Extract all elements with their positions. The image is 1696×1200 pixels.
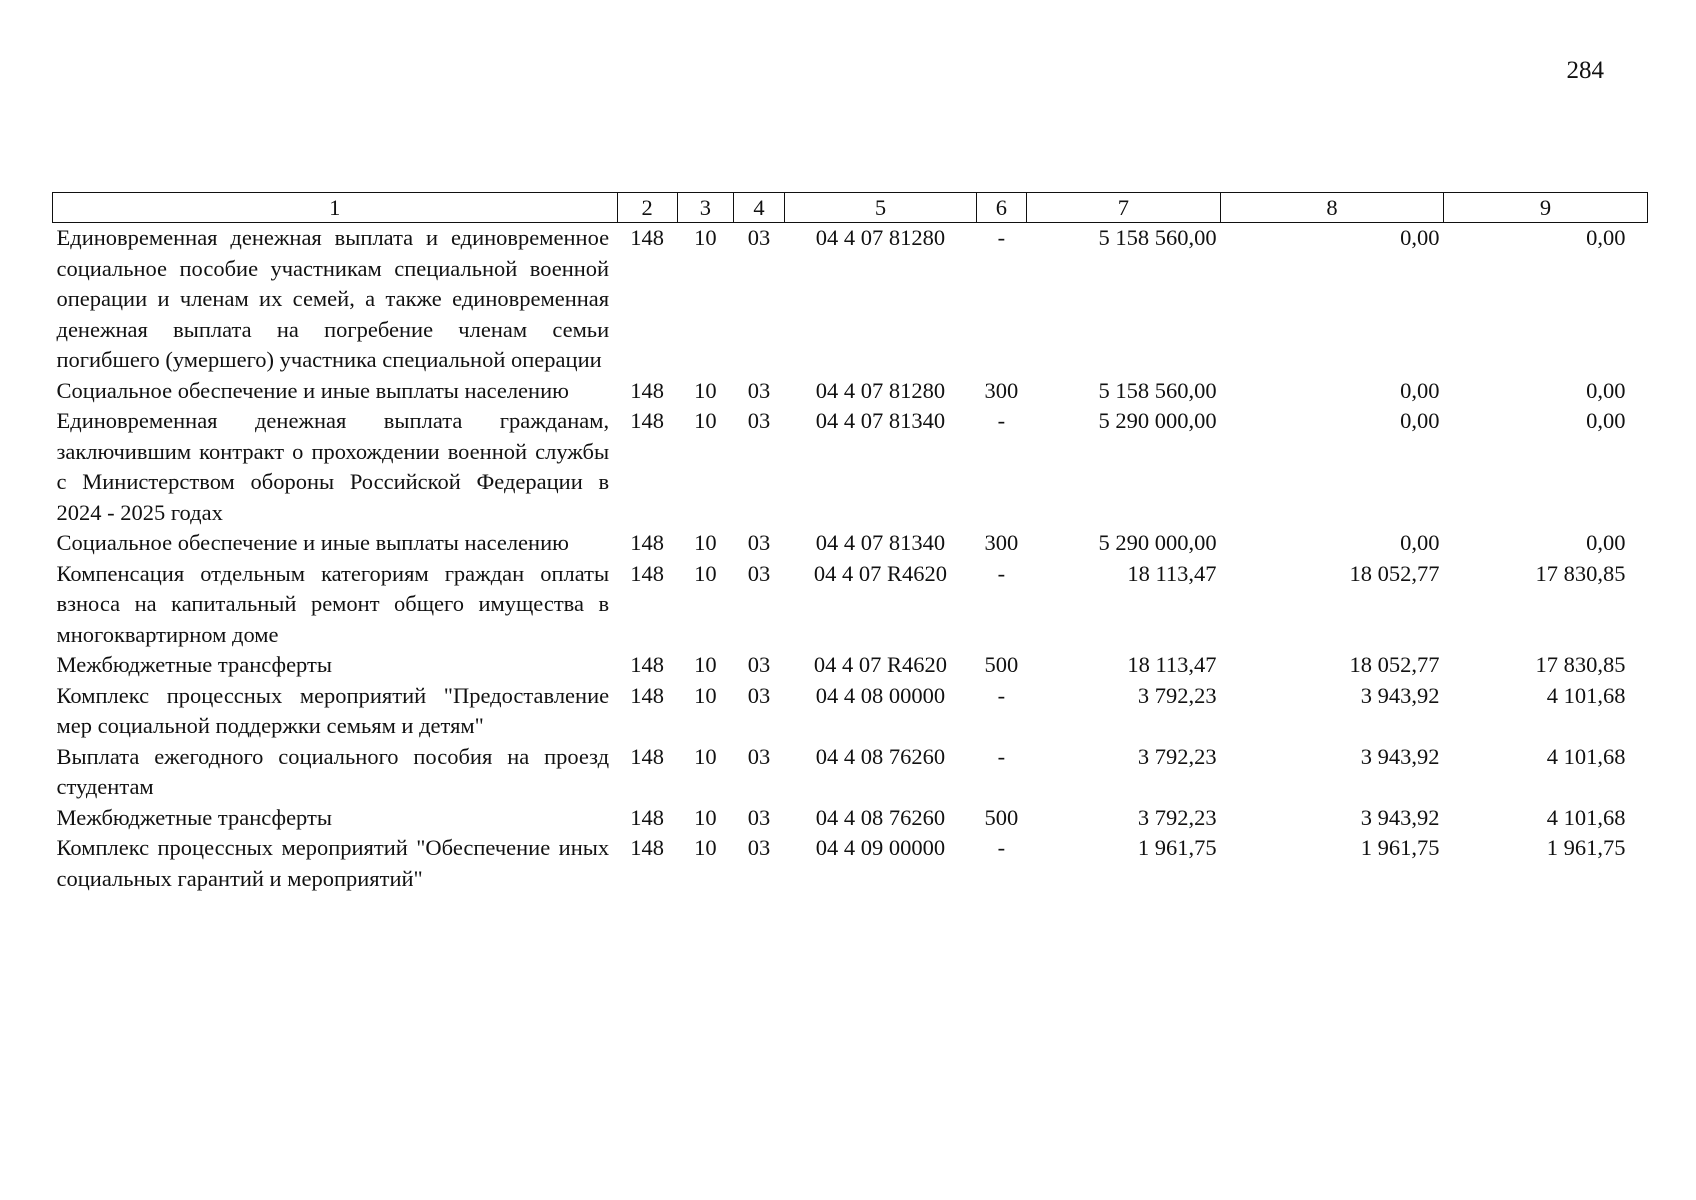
row-col-9: 4 101,68 — [1546, 743, 1626, 769]
row-description: Социальное обеспечение и иные выплаты населению — [56, 377, 569, 403]
page-number: 284 — [1566, 57, 1604, 84]
row-col-7: 5 158 560,00 — [1098, 377, 1217, 403]
column-header-8: 8 — [1221, 193, 1444, 223]
row-col-3: 10 — [694, 652, 717, 677]
row-col-2: 148 — [630, 530, 664, 555]
row-col-7: 18 113,47 — [1127, 652, 1217, 677]
row-col-9: 4 101,68 — [1546, 804, 1626, 830]
row-description: Единовременная денежная выплата гражданам, заключившим контракт о прохождении военной службы с Министерством обороны Российской Федерации в 2024 - 2025 годах — [56, 408, 610, 525]
row-col-8: 3 943,92 — [1360, 743, 1440, 769]
row-col-6: - — [997, 560, 1006, 586]
row-description: Межбюджетные трансферты — [56, 652, 332, 677]
row-col-4: 03 — [747, 743, 771, 769]
row-col-4: 03 — [747, 835, 771, 860]
row-col-4: 03 — [747, 530, 771, 555]
row-col-4: 03 — [747, 408, 771, 433]
row-col-5: 04 4 07 R4620 — [813, 652, 948, 677]
row-col-9: 0,00 — [1586, 377, 1626, 403]
row-col-5: 04 4 08 76260 — [815, 743, 946, 769]
row-col-3: 10 — [694, 835, 717, 860]
table-header — [53, 193, 1648, 223]
column-header-2: 2 — [617, 193, 677, 223]
row-col-2: 148 — [630, 835, 664, 860]
row-col-3: 10 — [694, 408, 717, 433]
row-col-8: 0,00 — [1400, 377, 1440, 403]
row-col-4: 03 — [747, 804, 771, 830]
row-col-9: 17 830,85 — [1535, 652, 1626, 677]
row-col-8: 0,00 — [1400, 408, 1440, 433]
row-col-6: - — [997, 835, 1006, 860]
row-col-9: 4 101,68 — [1546, 682, 1626, 708]
row-col-4: 03 — [747, 377, 771, 403]
row-col-5: 04 4 09 00000 — [815, 835, 946, 860]
row-col-5: 04 4 07 R4620 — [813, 560, 948, 586]
column-header-3: 3 — [677, 193, 734, 223]
row-col-6: 300 — [984, 530, 1019, 555]
column-header-7: 7 — [1026, 193, 1221, 223]
row-col-8: 18 052,77 — [1349, 560, 1440, 586]
row-col-2: 148 — [630, 377, 664, 403]
row-col-4: 03 — [747, 560, 771, 586]
row-col-7: 5 290 000,00 — [1098, 530, 1217, 555]
table-row — [53, 223, 1648, 376]
row-col-6: - — [997, 743, 1006, 769]
table-row — [53, 376, 1648, 407]
row-col-8: 0,00 — [1400, 530, 1440, 555]
row-col-9: 1 961,75 — [1546, 835, 1626, 860]
row-col-3: 10 — [694, 682, 717, 708]
row-col-4: 03 — [747, 682, 771, 708]
row-col-6: 500 — [984, 804, 1019, 830]
row-col-5: 04 4 08 00000 — [815, 682, 946, 708]
table-row — [53, 559, 1648, 651]
column-header-6: 6 — [977, 193, 1026, 223]
row-col-6: - — [997, 408, 1006, 433]
row-col-7: 1 961,75 — [1137, 835, 1217, 860]
row-col-8: 1 961,75 — [1360, 835, 1440, 860]
row-col-3: 10 — [694, 560, 717, 586]
row-col-7: 18 113,47 — [1127, 560, 1217, 586]
row-col-4: 03 — [747, 225, 771, 250]
row-col-8: 3 943,92 — [1360, 682, 1440, 708]
row-col-5: 04 4 07 81340 — [815, 408, 946, 433]
budget-table — [52, 192, 1648, 894]
table-row — [53, 650, 1648, 681]
row-col-9: 0,00 — [1586, 408, 1626, 433]
column-header-9: 9 — [1443, 193, 1647, 223]
row-col-2: 148 — [630, 225, 664, 250]
row-col-2: 148 — [630, 560, 664, 586]
row-col-3: 10 — [694, 377, 717, 403]
row-col-8: 3 943,92 — [1360, 804, 1440, 830]
table-row — [53, 742, 1648, 803]
row-description: Компенсация отдельным категориям граждан оплаты взноса на капитальный ремонт общего имущества в многоквартирном доме — [56, 560, 610, 647]
row-col-9: 0,00 — [1586, 530, 1626, 555]
header-row — [53, 193, 1648, 223]
row-col-3: 10 — [694, 530, 717, 555]
row-col-2: 148 — [630, 408, 664, 433]
row-col-7: 5 290 000,00 — [1098, 408, 1217, 433]
row-col-2: 148 — [630, 682, 664, 708]
row-col-7: 3 792,23 — [1137, 682, 1217, 708]
row-col-6: - — [997, 225, 1006, 250]
row-col-9: 17 830,85 — [1535, 560, 1626, 586]
row-description: Социальное обеспечение и иные выплаты населению — [56, 530, 569, 555]
row-description: Комплекс процессных мероприятий "Предоставление мер социальной поддержки семьям и детям" — [56, 682, 610, 738]
row-col-8: 18 052,77 — [1349, 652, 1440, 677]
row-col-9: 0,00 — [1586, 225, 1626, 250]
row-col-2: 148 — [630, 743, 664, 769]
column-header-5: 5 — [784, 193, 976, 223]
row-col-3: 10 — [694, 804, 717, 830]
row-description: Выплата ежегодного социального пособия на проезд студентам — [56, 743, 610, 799]
table-row — [53, 528, 1648, 559]
row-col-4: 03 — [747, 652, 771, 677]
row-col-6: - — [997, 682, 1006, 708]
table-row — [53, 681, 1648, 742]
row-col-7: 3 792,23 — [1137, 804, 1217, 830]
table-row — [53, 803, 1648, 834]
table-row — [53, 406, 1648, 528]
table-row — [53, 833, 1648, 894]
row-col-3: 10 — [694, 743, 717, 769]
row-col-5: 04 4 08 76260 — [815, 804, 946, 830]
row-col-5: 04 4 07 81340 — [815, 530, 946, 555]
row-col-2: 148 — [630, 804, 664, 830]
column-header-1: 1 — [53, 193, 618, 223]
row-col-7: 3 792,23 — [1137, 743, 1217, 769]
row-col-3: 10 — [694, 225, 717, 250]
row-col-5: 04 4 07 81280 — [815, 377, 946, 403]
row-col-6: 500 — [984, 652, 1019, 677]
row-col-7: 5 158 560,00 — [1098, 225, 1217, 250]
row-col-6: 300 — [984, 377, 1019, 403]
row-col-8: 0,00 — [1400, 225, 1440, 250]
column-header-4: 4 — [734, 193, 784, 223]
row-description: Межбюджетные трансферты — [56, 804, 332, 830]
row-description: Комплекс процессных мероприятий "Обеспечение иных социальных гарантий и мероприятий" — [56, 835, 610, 891]
row-description: Единовременная денежная выплата и единовременное социальное пособие участникам специальной военной операции и членам их семей, а также единовременная денежная выплата на погребение членам семьи погибшего (умершего) участника специальной операции — [56, 225, 610, 372]
table-body — [53, 223, 1648, 895]
row-col-2: 148 — [630, 652, 664, 677]
row-col-5: 04 4 07 81280 — [815, 225, 946, 250]
